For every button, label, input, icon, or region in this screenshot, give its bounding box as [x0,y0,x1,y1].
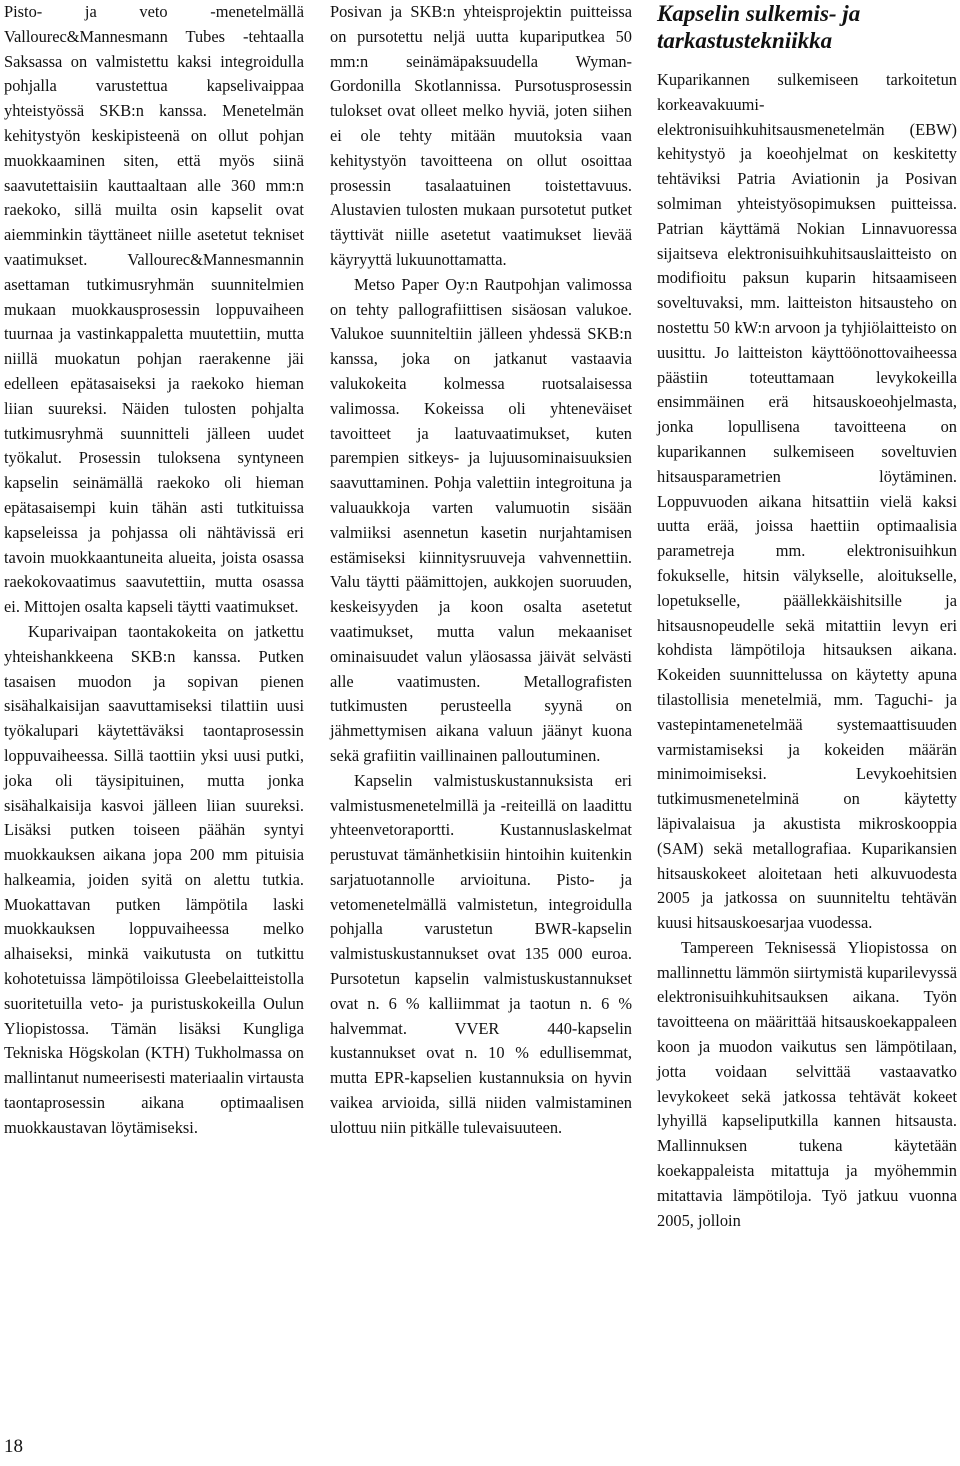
text-column-3 [657,0,957,1233]
section-heading: Kapselin sulkemis- ja tarkastustekniikka [657,1,861,53]
paragraph: Pisto- ja veto -menetelmällä Vallourec&Mannesmann Tubes -tehtaalla Saksassa on valmistettu kaksi integroidulla pohjalla varustettua kapselivaippaa yhteistyössä SKB:n kanssa. Menetelmän kehitystyön keskipisteenä on ollut pohjan muokkaaminen siten, että myös siinä saavutettaisiin kauttaaltaan alle 360 mm:n raekoko, sillä muilta osin kapselit ovat aiemminkin täyttäneet niille asetetut tekniset vaatimukset. Vallourec&Mannesmannin asettaman tutkimusryhmän suunnitelmien mukaan muokkausprosessin loppuvaiheen tuurnaa ja vastinkappaletta muutettiin, mutta niillä muokatun pohjan raerakenne jäi edelleen epätasaiseksi ja raekoko hieman liian suureksi. Näiden tulosten pohjalta tutkimusryhmä suunnitteli jälleen uudet työkalut. Prosessin tuloksena syntyneen kapselin seinämällä raekoko oli hieman epätasaisempi kuin tähän asti tutkituissa kapseleissa ja pohjassa oli nähtävissä eri tavoin muokkaantuneita alueita, joista osassa raekokovaatimus saavutettiin, mutta osassa ei. Mittojen osalta kapseli täytti vaatimukset. [4,2,304,617]
paragraph: Tampereen Teknisessä Yliopistossa on mallinnettu lämmön siirtymistä kuparilevyssä elektronisuihkuhitsauksen aikana. Työn tavoitteena on määrittää hitsauskoekappaleen koon ja muodon vaikutus sen lämpötilaan, jotta voidaan selvittää vastaavatko levykokeet sekä jatkossa tehtävät kokeet lyhyillä kapseliputkilla kannen hitsausta. Mallinnuksen tukena käytetään koekappaleista mitattuja ja myöhemmin mitattavia lämpötiloja. Työ jatkuu vuonna 2005, jolloin [657,937,957,1230]
page-number: 18 [4,1436,23,1457]
paragraph: Metso Paper Oy:n Rautpohjan valimossa on tehty pallografiittisen sisäosan valukoe. Valukoe suunniteltiin jälleen yhdessä SKB:n kanssa, joka on jatkanut vastaavia valukokeita kolmessa ruotsalaisessa valimossa. Kokeissa oli yhteneväiset tavoitteet ja laatuvaatimukset, kuten parempien sitkeys- ja lujuusominaisuuksien saavuttaminen. Pohja valettiin integroituna ja valuaukkoja varten valumuotin sisään valmiiksi asennetun kasetin nurjahtamisen estämiseksi kiinnitysruuveja vahvennettiin. Valu täytti päämittojen, aukkojen suoruuden, keskeisyyden ja koon osalta asetetut vaatimukset, mutta valun mekaaniset ominaisuudet valun yläosassa jäivät selvästi alle vaatimusten. Metallografisten tutkimusten perusteella syynä on jähmettymisen aikana valuun jäänyt kuona sekä grafiitin vaillinainen palloutuminen. [330,274,632,765]
text-column-2 [330,0,632,1141]
text-column-1 [4,0,304,1141]
paragraph: Posivan ja SKB:n yhteisprojektin puitteissa on pursotettu neljä uutta kupariputkea 50 mm:n seinämäpaksuudella Wyman-Gordonilla Skotlannissa. Pursotusprosessin tulokset ovat olleet melko hyviä, joten siihen ei ole tehty mitään muutoksia vaan kehitystyön tavoitteena on ollut osoittaa prosessin tasalaatuinen toistettavuus. Alustavien tulosten mukaan pursotetut putket täyttivät niille asetetut vaatimukset lievää käyryyttä lukuunottamatta. [330,2,632,269]
paragraph: Kuparivaipan taontakokeita on jatkettu yhteishankkeena SKB:n kanssa. Putken tasaisen muodon ja sopivan pienen sisähalkaisijan saavuttamiseksi tilattiin uusi työkalupari käytettäväksi taontaprosessin loppuvaiheessa. Sillä taottiin yksi uusi putki, joka oli täysipituinen, mutta jonka sisähalkaisija kasvoi jälleen liian suureksi. Lisäksi putken toiseen päähän syntyi muokkauksen aikana jopa 200 mm pituisia halkeamia, joiden syitä on alettu tutkia. Muokattavan putken lämpötila laski muokkauksen loppuvaiheessa melko alhaiseksi, minkä vaikutusta on tutkittu kohotetuissa lämpötiloissa Gleebelaitteistolla suoritetuilla veto- ja puristuskokeilla Oulun Yliopistossa. Tämän lisäksi Kungliga Tekniska Högskolan (KTH) Tukholmassa on mallintanut numeerisesti materiaalin virtausta taontaprosessin aikana optimaalisen muokkaustavan löytämiseksi. [4,621,304,1137]
paragraph: Kapselin valmistuskustannuksista eri valmistusmenetelmillä ja -reiteillä on laadittu yhteenvetoraportti. Kustannuslaskelmat perustuvat tämänhetkisiin hintoihin kuitenkin sarjatuotannolle arvioituna. Pisto- ja vetomenetelmällä valmistetun, integroidulla pohjalla varustetun BWR-kapselin valmistuskustannukset ovat 135 000 euroa. Pursotetun kapselin valmistuskustannukset ovat n. 6 % kalliimmat ja taotun n. 6 % halvemmat. VVER 440-kapselin kustannukset ovat n. 10 % edullisemmat, mutta EPR-kapselien kustannuksia on hyvin vaikea arvioida, sillä niiden valmistaminen ulottuu niin pitkälle tulevaisuuteen. [330,770,632,1137]
paragraph: Kuparikannen sulkemiseen tarkoitetun korkeavakuumi-elektronisuihkuhitsausmenetelmän (EBW) kehitystyö ja koeohjelmat on keskitetty tehtäviksi Patria Aviationin ja Posivan solmiman yhteistyösopimuksen puitteissa. Patrian käyttämä Nokian Linnavuoressa sijaitseva elektronisuihkuhitsauslaitteisto on modifioitu paksun kuparin hitsaamiseen soveltuvaksi, mm. laitteiston hitsausteho on nostettu 50 kW:n arvoon ja tyhjiölaitteisto on uusittu. Jo laitteiston käyttöönottovaiheessa päästiin toteuttamaan levykokeilla ensimmäinen erä hitsauskoeohjelmasta, jonka lopullisena tavoitteena on kuparikannen sulkemiseen soveltuvien hitsausparametrien löytäminen. Loppuvuoden aikana hitsattiin vielä kaksi uutta erää, joissa haettiin optimaalisia parametreja mm. elektronisuihkun fokukselle, hitsin välykselle, aloitukselle, lopetukselle, päällekkäishitsille ja hitsausnopeudelle sekä mitattiin levyn eri kohdista lämpötiloja hitsauksen aikana. Kokeiden suunnittelussa on käytetty apuna tilastollisia menetelmiä, mm. Taguchi- ja vastepintamenetelmää systemaattisuuden varmistamiseksi ja kokeiden määrän minimoimiseksi. Levykoehitsien tutkimusmenetelminä on käytetty läpivalaisua ja akustista mikroskooppia (SAM) sekä metallografiaa. Kuparikansien hitsauskokeet aloitetaan heti alkuvuodesta 2005 ja jatkossa on suunniteltu tehtävän kuusi hitsauskoesarjaa vuodessa. [657,70,957,933]
